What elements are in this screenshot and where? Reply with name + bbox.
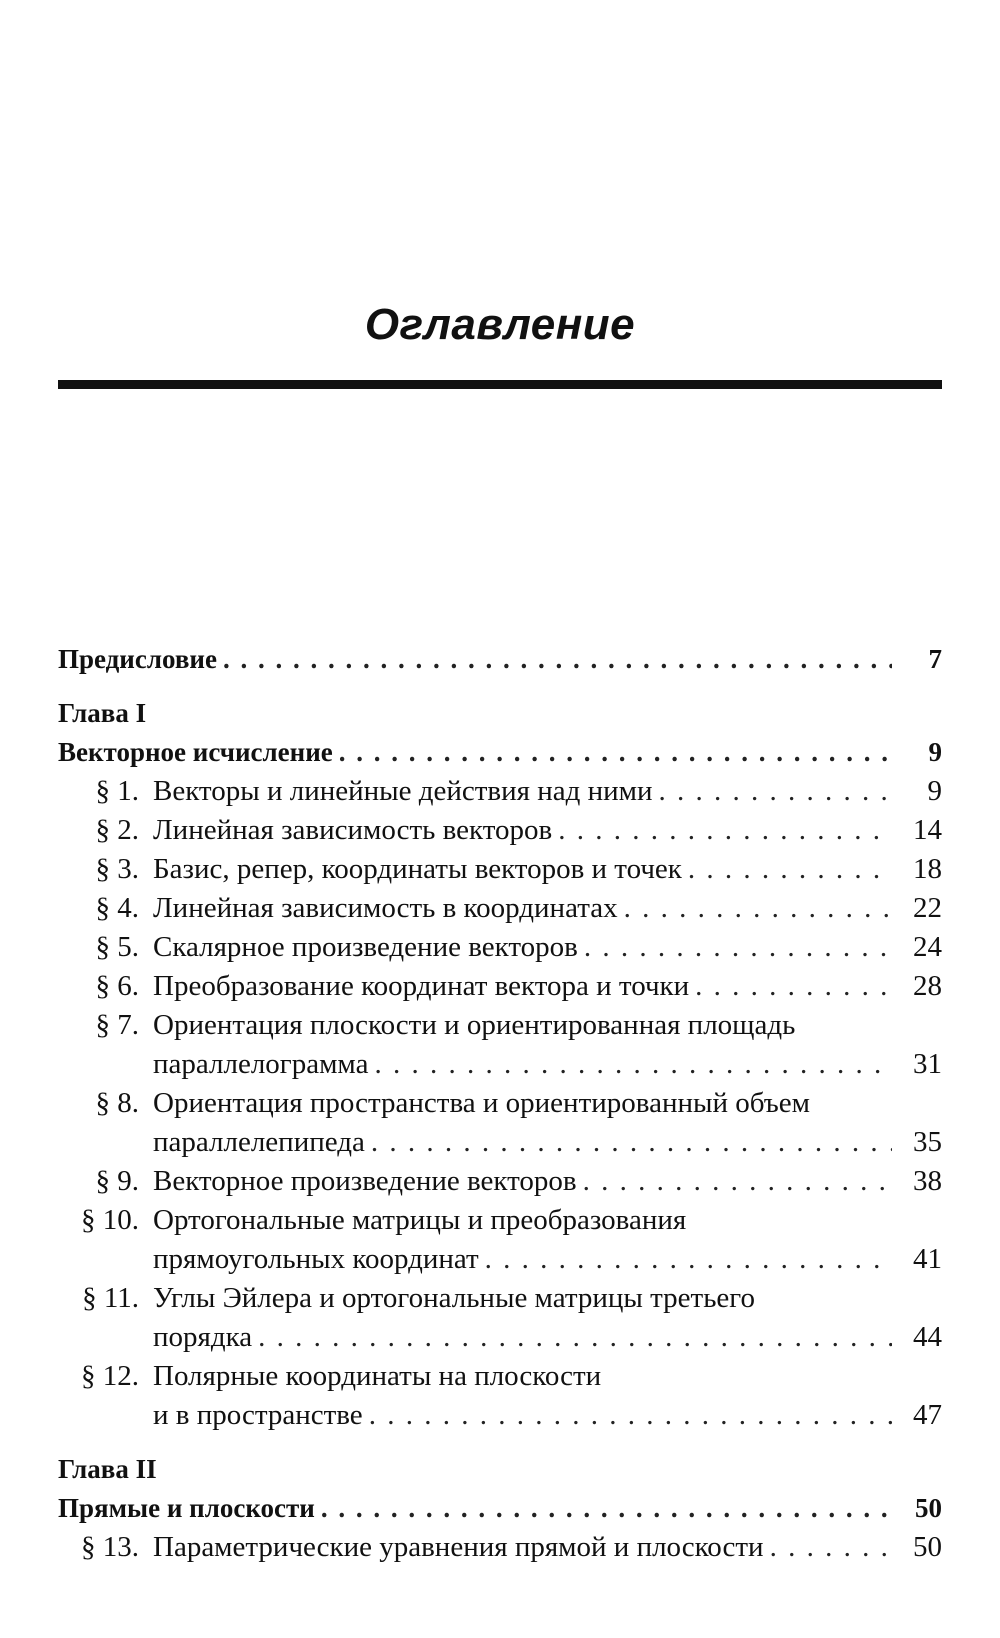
page-number: 22 <box>913 892 942 924</box>
toc-entry-chapter <box>58 1489 942 1528</box>
page-number: 14 <box>913 814 942 846</box>
title-divider <box>58 380 942 389</box>
dot-leader <box>258 1318 892 1357</box>
chapter-label <box>58 1450 942 1489</box>
entry-title-cont: и в пространстве <box>153 1399 363 1431</box>
entry-title: Ориентация пространства и ориентированный объем <box>153 1087 810 1119</box>
entry-title: Ортогональные матрицы и преобразования <box>153 1204 687 1236</box>
chapter-label-text: Глава II <box>58 1454 157 1484</box>
dot-leader <box>321 1489 892 1528</box>
toc-entry-section <box>58 811 942 850</box>
toc-entry-section <box>58 889 942 928</box>
section-number: § 3. <box>95 853 139 885</box>
toc-entry-section <box>58 850 942 889</box>
page-number: 9 <box>927 775 942 807</box>
toc-entry-continuation <box>58 1396 942 1435</box>
section-number: § 8. <box>95 1087 139 1119</box>
dot-leader <box>369 1396 892 1435</box>
toc-entry-continuation <box>58 1240 942 1279</box>
entry-title: Полярные координаты на плоскости <box>153 1360 602 1392</box>
toc-entry-continuation <box>58 1123 942 1162</box>
toc-entry-continuation <box>58 1045 942 1084</box>
page-number: 28 <box>913 970 942 1002</box>
section-number: § 11. <box>82 1282 139 1314</box>
dot-leader <box>339 733 892 772</box>
page-number: 50 <box>915 1493 942 1523</box>
dot-leader <box>688 850 892 889</box>
dot-leader <box>584 928 892 967</box>
page-number: 41 <box>913 1243 942 1275</box>
toc-entry-section <box>58 1006 942 1045</box>
dot-leader <box>659 772 892 811</box>
chapter-label <box>58 694 942 733</box>
section-number: § 12. <box>81 1360 139 1392</box>
page-number: 31 <box>913 1048 942 1080</box>
entry-title: Базис, репер, координаты векторов и точек <box>153 853 682 885</box>
toc-entry-section <box>58 1162 942 1201</box>
entry-title: Углы Эйлера и ортогональные матрицы третьего <box>153 1282 755 1314</box>
page-number: 7 <box>928 644 942 674</box>
section-number: § 13. <box>81 1531 139 1563</box>
entry-title-cont: порядка <box>153 1321 253 1353</box>
chapter-label-text: Глава I <box>58 698 147 728</box>
entry-title: Линейная зависимость в координатах <box>153 892 618 924</box>
toc-entry-section <box>58 928 942 967</box>
section-number: § 1. <box>95 775 139 807</box>
page-number: 47 <box>913 1399 942 1431</box>
toc-entry-section <box>58 1279 942 1318</box>
section-number: § 5. <box>95 931 139 963</box>
toc-entry-section <box>58 772 942 811</box>
dot-leader <box>374 1045 892 1084</box>
entry-title-cont: параллелограмма <box>153 1048 369 1080</box>
entry-title: Векторное исчисление <box>58 737 333 767</box>
page-number: 50 <box>913 1531 942 1563</box>
toc-entry-section <box>58 1528 942 1567</box>
entry-title-cont: параллелепипеда <box>153 1126 365 1158</box>
dot-leader <box>223 640 892 679</box>
section-number: § 2. <box>95 814 139 846</box>
dot-leader <box>583 1162 892 1201</box>
dot-leader <box>558 811 892 850</box>
dot-leader <box>695 967 892 1006</box>
toc-entry-section <box>58 1201 942 1240</box>
page-number: 35 <box>913 1126 942 1158</box>
entry-title: Скалярное произведение векторов <box>153 931 578 963</box>
table-of-contents <box>58 640 942 1567</box>
entry-title: Преобразование координат вектора и точки <box>153 970 690 1002</box>
dot-leader <box>485 1240 892 1279</box>
entry-title: Векторы и линейные действия над ними <box>153 775 653 807</box>
page-title: Оглавление <box>364 300 636 349</box>
entry-title: Параметрические уравнения прямой и плоскости <box>153 1531 764 1563</box>
page-number: 44 <box>913 1321 942 1353</box>
section-number: § 4. <box>95 892 139 924</box>
entry-title: Векторное произведение векторов <box>153 1165 577 1197</box>
page-number: 9 <box>928 737 942 767</box>
toc-entry-section <box>58 1357 942 1396</box>
dot-leader <box>371 1123 892 1162</box>
toc-entry-continuation <box>58 1318 942 1357</box>
section-number: § 7. <box>95 1009 139 1041</box>
entry-title: Предисловие <box>58 644 217 674</box>
entry-title: Ориентация плоскости и ориентированная площадь <box>153 1009 796 1041</box>
page-number: 24 <box>913 931 942 963</box>
dot-leader <box>624 889 892 928</box>
entry-title-cont: прямоугольных координат <box>153 1243 479 1275</box>
toc-entry-section <box>58 967 942 1006</box>
page-number: 18 <box>913 853 942 885</box>
section-number: § 6. <box>95 970 139 1002</box>
entry-title: Прямые и плоскости <box>58 1493 315 1523</box>
section-number: § 10. <box>81 1204 139 1236</box>
entry-title: Линейная зависимость векторов <box>153 814 553 846</box>
toc-entry-section <box>58 1084 942 1123</box>
toc-entry-preface <box>58 640 942 679</box>
dot-leader <box>770 1528 892 1567</box>
toc-entry-chapter <box>58 733 942 772</box>
page-number: 38 <box>913 1165 942 1197</box>
section-number: § 9. <box>95 1165 139 1197</box>
